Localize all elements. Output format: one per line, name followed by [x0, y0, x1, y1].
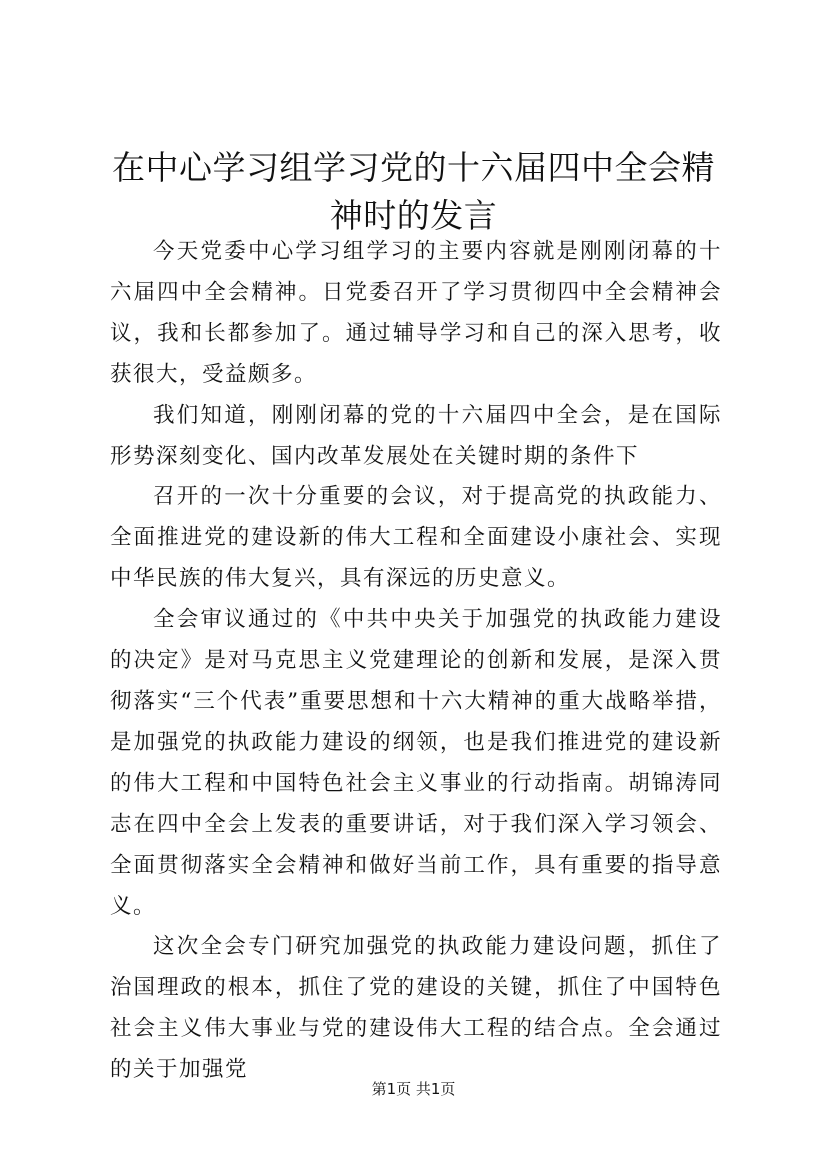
document-title: 在中心学习组学习党的十六届四中全会精神时的发言	[112, 148, 715, 235]
paragraph-5: 这次全会专门研究加强党的执政能力建设问题，抓住了治国理政的根本，抓住了党的建设的关键，抓住了中国特色社会主义伟大事业与党的建设伟大工程的结合点。全会通过的关于加强党	[110, 934, 722, 1083]
document-body	[110, 232, 722, 1091]
paragraph-1: 今天党委中心学习组学习的主要内容就是刚刚闭幕的十六届四中全会精神。日党委召开了学习贯彻四中全会精神会议，我和长都参加了。通过辅导学习和自己的深入思考，收获很大，受益颇多。	[110, 239, 722, 387]
page-number-footer: 第1页 共1页	[371, 1080, 456, 1098]
paragraph-4: 全会审议通过的《中共中央关于加强党的执政能力建设的决定》是对马克思主义党建理论的创新和发展，是深入贯彻落实“三个代表”重要思想和十六大精神的重大战略举措，是加强党的执政能力建设的纲领，也是我们推进党的建设新的伟大工程和中国特色社会主义事业的行动指南。胡锦涛同志在四中全会上发表的重要讲话，对于我们深入学习领会、全面贯彻落实全会精神和做好当前工作，具有重要的指导意义。	[110, 607, 722, 919]
paragraph-2: 我们知道，刚刚闭幕的党的十六届四中全会，是在国际形势深刻变化、国内改革发展处在关键时期的条件下	[110, 402, 722, 469]
paragraph-3: 召开的一次十分重要的会议，对于提高党的执政能力、全面推进党的建设新的伟大工程和全面建设小康社会、实现中华民族的伟大复兴，具有深远的历史意义。	[110, 484, 722, 592]
